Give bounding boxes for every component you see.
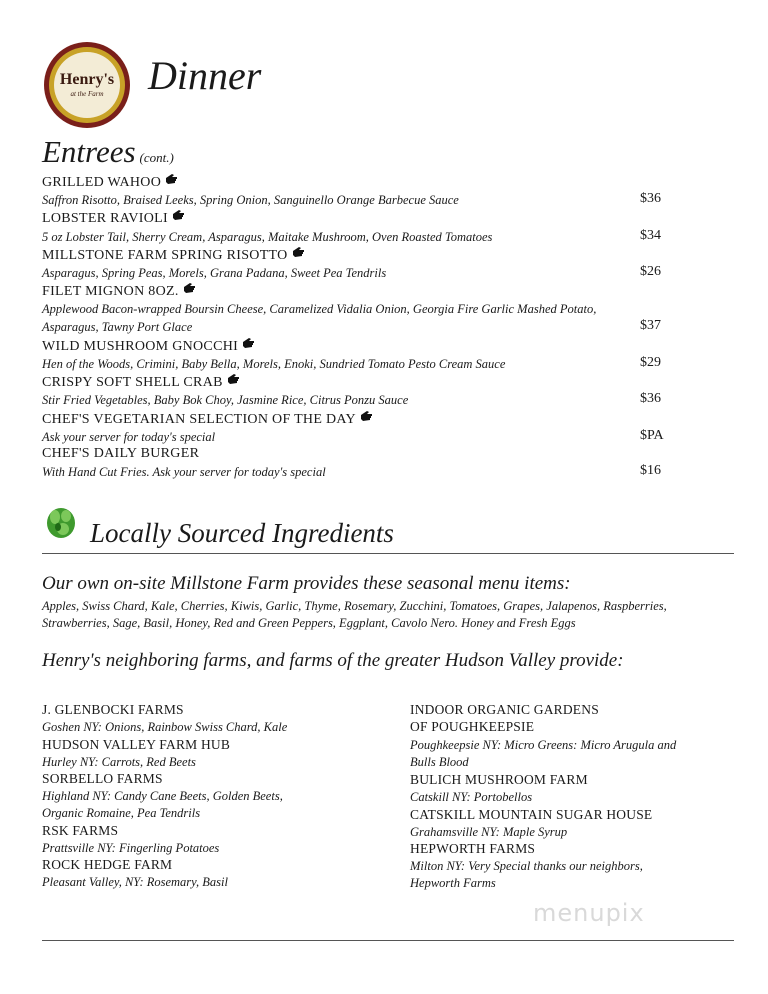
- divider: [42, 553, 734, 554]
- entree-name: [42, 373, 240, 391]
- henrys-logo: [44, 42, 130, 128]
- entree-name-text: LOBSTER RAVIOLI: [42, 211, 168, 226]
- farm-location: Organic Romaine, Pea Tendrils: [42, 806, 201, 820]
- entree-name-text: CRISPY SOFT SHELL CRAB: [42, 375, 223, 390]
- entree-name: [42, 209, 185, 227]
- farm-location: Milton NY: Very Special thanks our neighbors,: [410, 859, 643, 873]
- entree-description: Saffron Risotto, Braised Leeks, Spring Onion, Sanguinello Orange Barbecue Sauce: [42, 193, 459, 207]
- farm-location: Goshen NY: Onions, Rainbow Swiss Chard, Kale: [42, 720, 288, 734]
- farm-location: Highland NY: Candy Cane Beets, Golden Beets,: [42, 789, 283, 803]
- farm-location: Bulls Blood: [410, 755, 469, 769]
- hand-pointer-icon: [183, 282, 196, 294]
- entree-description: Applewood Bacon-wrapped Boursin Cheese, Caramelized Vidalia Onion, Georgia Fire Garlic Mashed Potato,: [42, 302, 597, 316]
- entree-price: $34: [640, 228, 661, 243]
- entree-name-text: GRILLED WAHOO: [42, 175, 162, 190]
- farm-location: Catskill NY: Portobellos: [410, 790, 533, 804]
- farm-name: CATSKILL MOUNTAIN SUGAR HOUSE: [410, 807, 653, 822]
- section-note: (cont.): [139, 150, 174, 165]
- entree-description: With Hand Cut Fries. Ask your server for today's special: [42, 465, 326, 479]
- farm-name: ROCK HEDGE FARM: [42, 857, 173, 872]
- entree-name: [42, 410, 373, 428]
- entree-name-text: CHEF'S VEGETARIAN SELECTION OF THE DAY: [42, 412, 356, 427]
- entree-price: $29: [640, 355, 661, 370]
- logo-subtitle: at the Farm: [70, 90, 104, 98]
- farm-location: Hurley NY: Carrots, Red Beets: [42, 755, 196, 769]
- farm-location: Prattsville NY: Fingerling Potatoes: [42, 841, 220, 855]
- hand-pointer-icon: [242, 337, 255, 349]
- bottom-divider: [42, 940, 734, 941]
- own-farm-title: Our own on-site Millstone Farm provides these seasonal menu items:: [42, 573, 571, 594]
- own-farm-items: Apples, Swiss Chard, Kale, Cherries, Kiwis, Garlic, Thyme, Rosemary, Zucchini, Tomatoes, Grapes, Jalapenos, Raspberries, Strawberries, Sage, Basil, Honey, Red and Green Peppers, Eggplant, Cavolo Nero. Honey and Fresh Eggs: [42, 599, 667, 630]
- farm-name: SORBELLO FARMS: [42, 771, 163, 786]
- farm-name: J. GLENBOCKI FARMS: [42, 702, 184, 717]
- entree-description: Asparagus, Spring Peas, Morels, Grana Padana, Sweet Pea Tendrils: [42, 266, 387, 280]
- entree-description: 5 oz Lobster Tail, Sherry Cream, Asparagus, Maitake Mushroom, Oven Roasted Tomatoes: [42, 230, 493, 244]
- watermark: menupix: [533, 899, 645, 927]
- entree-name-text: CHEF'S DAILY BURGER: [42, 446, 200, 461]
- entree-description: Ask your server for today's special: [42, 430, 216, 444]
- hand-pointer-icon: [292, 246, 305, 258]
- entree-name: [42, 246, 305, 264]
- section-title-text: Entrees: [42, 134, 136, 169]
- farm-name: HEPWORTH FARMS: [410, 841, 536, 856]
- entree-price: $26: [640, 264, 661, 279]
- farm-location: Pleasant Valley, NY: Rosemary, Basil: [42, 875, 228, 889]
- hand-pointer-icon: [227, 373, 240, 385]
- leaf-icon: [44, 505, 78, 541]
- neighbor-farms-title: Henry's neighboring farms, and farms of the greater Hudson Valley provide:: [42, 650, 624, 671]
- locally-sourced-title: Locally Sourced Ingredients: [90, 518, 394, 548]
- farm-location: Grahamsville NY: Maple Syrup: [410, 825, 568, 839]
- hand-pointer-icon: [172, 209, 185, 221]
- farm-location: Poughkeepsie NY: Micro Greens: Micro Arugula and: [410, 738, 677, 752]
- entree-description: Asparagus, Tawny Port Glace: [42, 320, 193, 334]
- farm-location: Hepworth Farms: [410, 876, 496, 890]
- farm-name: BULICH MUSHROOM FARM: [410, 772, 588, 787]
- page-title: Dinner: [148, 53, 262, 98]
- farm-name: OF POUGHKEEPSIE: [410, 719, 535, 734]
- hand-pointer-icon: [360, 410, 373, 422]
- farm-name: HUDSON VALLEY FARM HUB: [42, 737, 231, 752]
- entree-name: [42, 282, 196, 300]
- entree-description: Hen of the Woods, Crimini, Baby Bella, Morels, Enoki, Sundried Tomato Pesto Cream Sauce: [42, 357, 506, 371]
- section-title: [42, 134, 174, 170]
- entree-name: [42, 446, 199, 462]
- entree-name: [42, 173, 178, 191]
- farm-name: INDOOR ORGANIC GARDENS: [410, 702, 599, 717]
- entree-price: $36: [640, 391, 661, 406]
- entree-name-text: WILD MUSHROOM GNOCCHI: [42, 339, 239, 354]
- farm-name: RSK FARMS: [42, 823, 119, 838]
- entree-description: Stir Fried Vegetables, Baby Bok Choy, Jasmine Rice, Citrus Ponzu Sauce: [42, 393, 409, 407]
- entree-price: $16: [640, 463, 661, 478]
- entree-price: $PA: [640, 428, 664, 443]
- entree-name-text: MILLSTONE FARM SPRING RISOTTO: [42, 248, 288, 263]
- hand-pointer-icon: [165, 173, 178, 185]
- entree-name: [42, 337, 255, 355]
- logo-name: Henry's: [59, 71, 115, 88]
- entree-price: $36: [640, 191, 661, 206]
- entree-price: $37: [640, 318, 661, 333]
- entree-name-text: FILET MIGNON 8OZ.: [42, 284, 179, 299]
